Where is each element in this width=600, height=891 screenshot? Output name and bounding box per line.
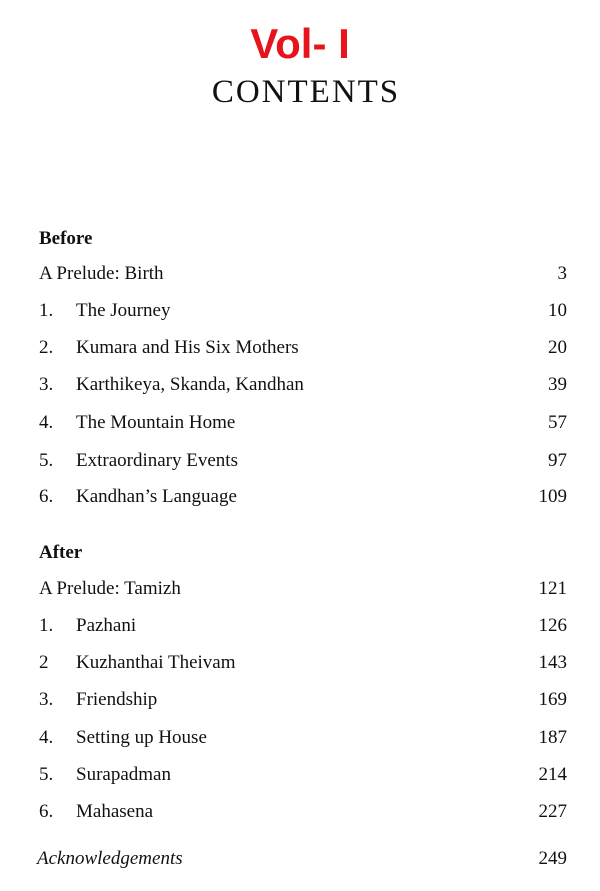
- entry-title: Kandhan’s Language: [76, 486, 237, 507]
- entry-page: 227: [538, 801, 567, 822]
- toc-entry[interactable]: [39, 486, 567, 512]
- toc-entry[interactable]: [39, 727, 567, 753]
- section-heading-after: After: [39, 542, 83, 563]
- entry-page: 39: [548, 374, 567, 395]
- entry-title: Karthikeya, Skanda, Kandhan: [76, 374, 304, 395]
- toc-entry[interactable]: [39, 412, 567, 438]
- entry-page: 20: [548, 337, 567, 358]
- entry-title: Kuzhanthai Theivam: [76, 652, 236, 673]
- entry-page: 169: [538, 689, 567, 710]
- entry-page: 10: [548, 300, 567, 321]
- toc-entry[interactable]: [39, 337, 567, 363]
- entry-title: The Mountain Home: [76, 412, 236, 433]
- entry-title: A Prelude: Tamizh: [39, 578, 181, 599]
- entry-title: Kumara and His Six Mothers: [76, 337, 299, 358]
- entry-page: 249: [538, 848, 567, 869]
- entry-title: Mahasena: [76, 801, 154, 822]
- entry-page: 187: [538, 727, 567, 748]
- entry-page: 97: [548, 450, 567, 471]
- entry-number: 1.: [39, 300, 54, 321]
- entry-page: 214: [538, 764, 567, 785]
- entry-page: 126: [538, 615, 567, 636]
- entry-title: Extraordinary Events: [76, 450, 238, 471]
- entry-number: 2.: [39, 337, 54, 358]
- entry-number: 3.: [39, 374, 54, 395]
- entry-number: 6.: [39, 486, 54, 507]
- toc-entry-acknowledgements[interactable]: [37, 848, 567, 874]
- toc-entry[interactable]: [39, 801, 567, 827]
- entry-number: 5.: [39, 450, 54, 471]
- toc-entry[interactable]: [39, 578, 567, 604]
- section-heading-before: Before: [39, 228, 93, 249]
- entry-number: 3.: [39, 689, 54, 710]
- toc-entry[interactable]: [39, 300, 567, 326]
- entry-number: 4.: [39, 727, 54, 748]
- entry-title: Friendship: [76, 689, 158, 710]
- toc-entry[interactable]: [39, 652, 567, 678]
- entry-title: Pazhani: [76, 615, 137, 636]
- entry-number: 6.: [39, 801, 54, 822]
- entry-page: 109: [538, 486, 567, 507]
- toc-entry[interactable]: [39, 263, 567, 289]
- entry-page: 3: [557, 263, 567, 284]
- entry-title: Surapadman: [76, 764, 171, 785]
- entry-number: 1.: [39, 615, 54, 636]
- entry-number: 2: [39, 652, 49, 673]
- entry-number: 5.: [39, 764, 54, 785]
- entry-page: 121: [538, 578, 567, 599]
- toc-entry[interactable]: [39, 374, 567, 400]
- toc-entry[interactable]: [39, 764, 567, 790]
- toc-entry[interactable]: [39, 689, 567, 715]
- entry-number: 4.: [39, 412, 54, 433]
- entry-page: 57: [548, 412, 567, 433]
- entry-title: Acknowledgements: [37, 848, 183, 869]
- entry-title: The Journey: [76, 300, 171, 321]
- toc-entry[interactable]: [39, 450, 567, 476]
- toc-entry[interactable]: [39, 615, 567, 641]
- volume-label: Vol- I: [250, 20, 350, 67]
- page-title: CONTENTS: [211, 74, 401, 110]
- entry-title: Setting up House: [76, 727, 207, 748]
- entry-title: A Prelude: Birth: [39, 263, 164, 284]
- entry-page: 143: [538, 652, 567, 673]
